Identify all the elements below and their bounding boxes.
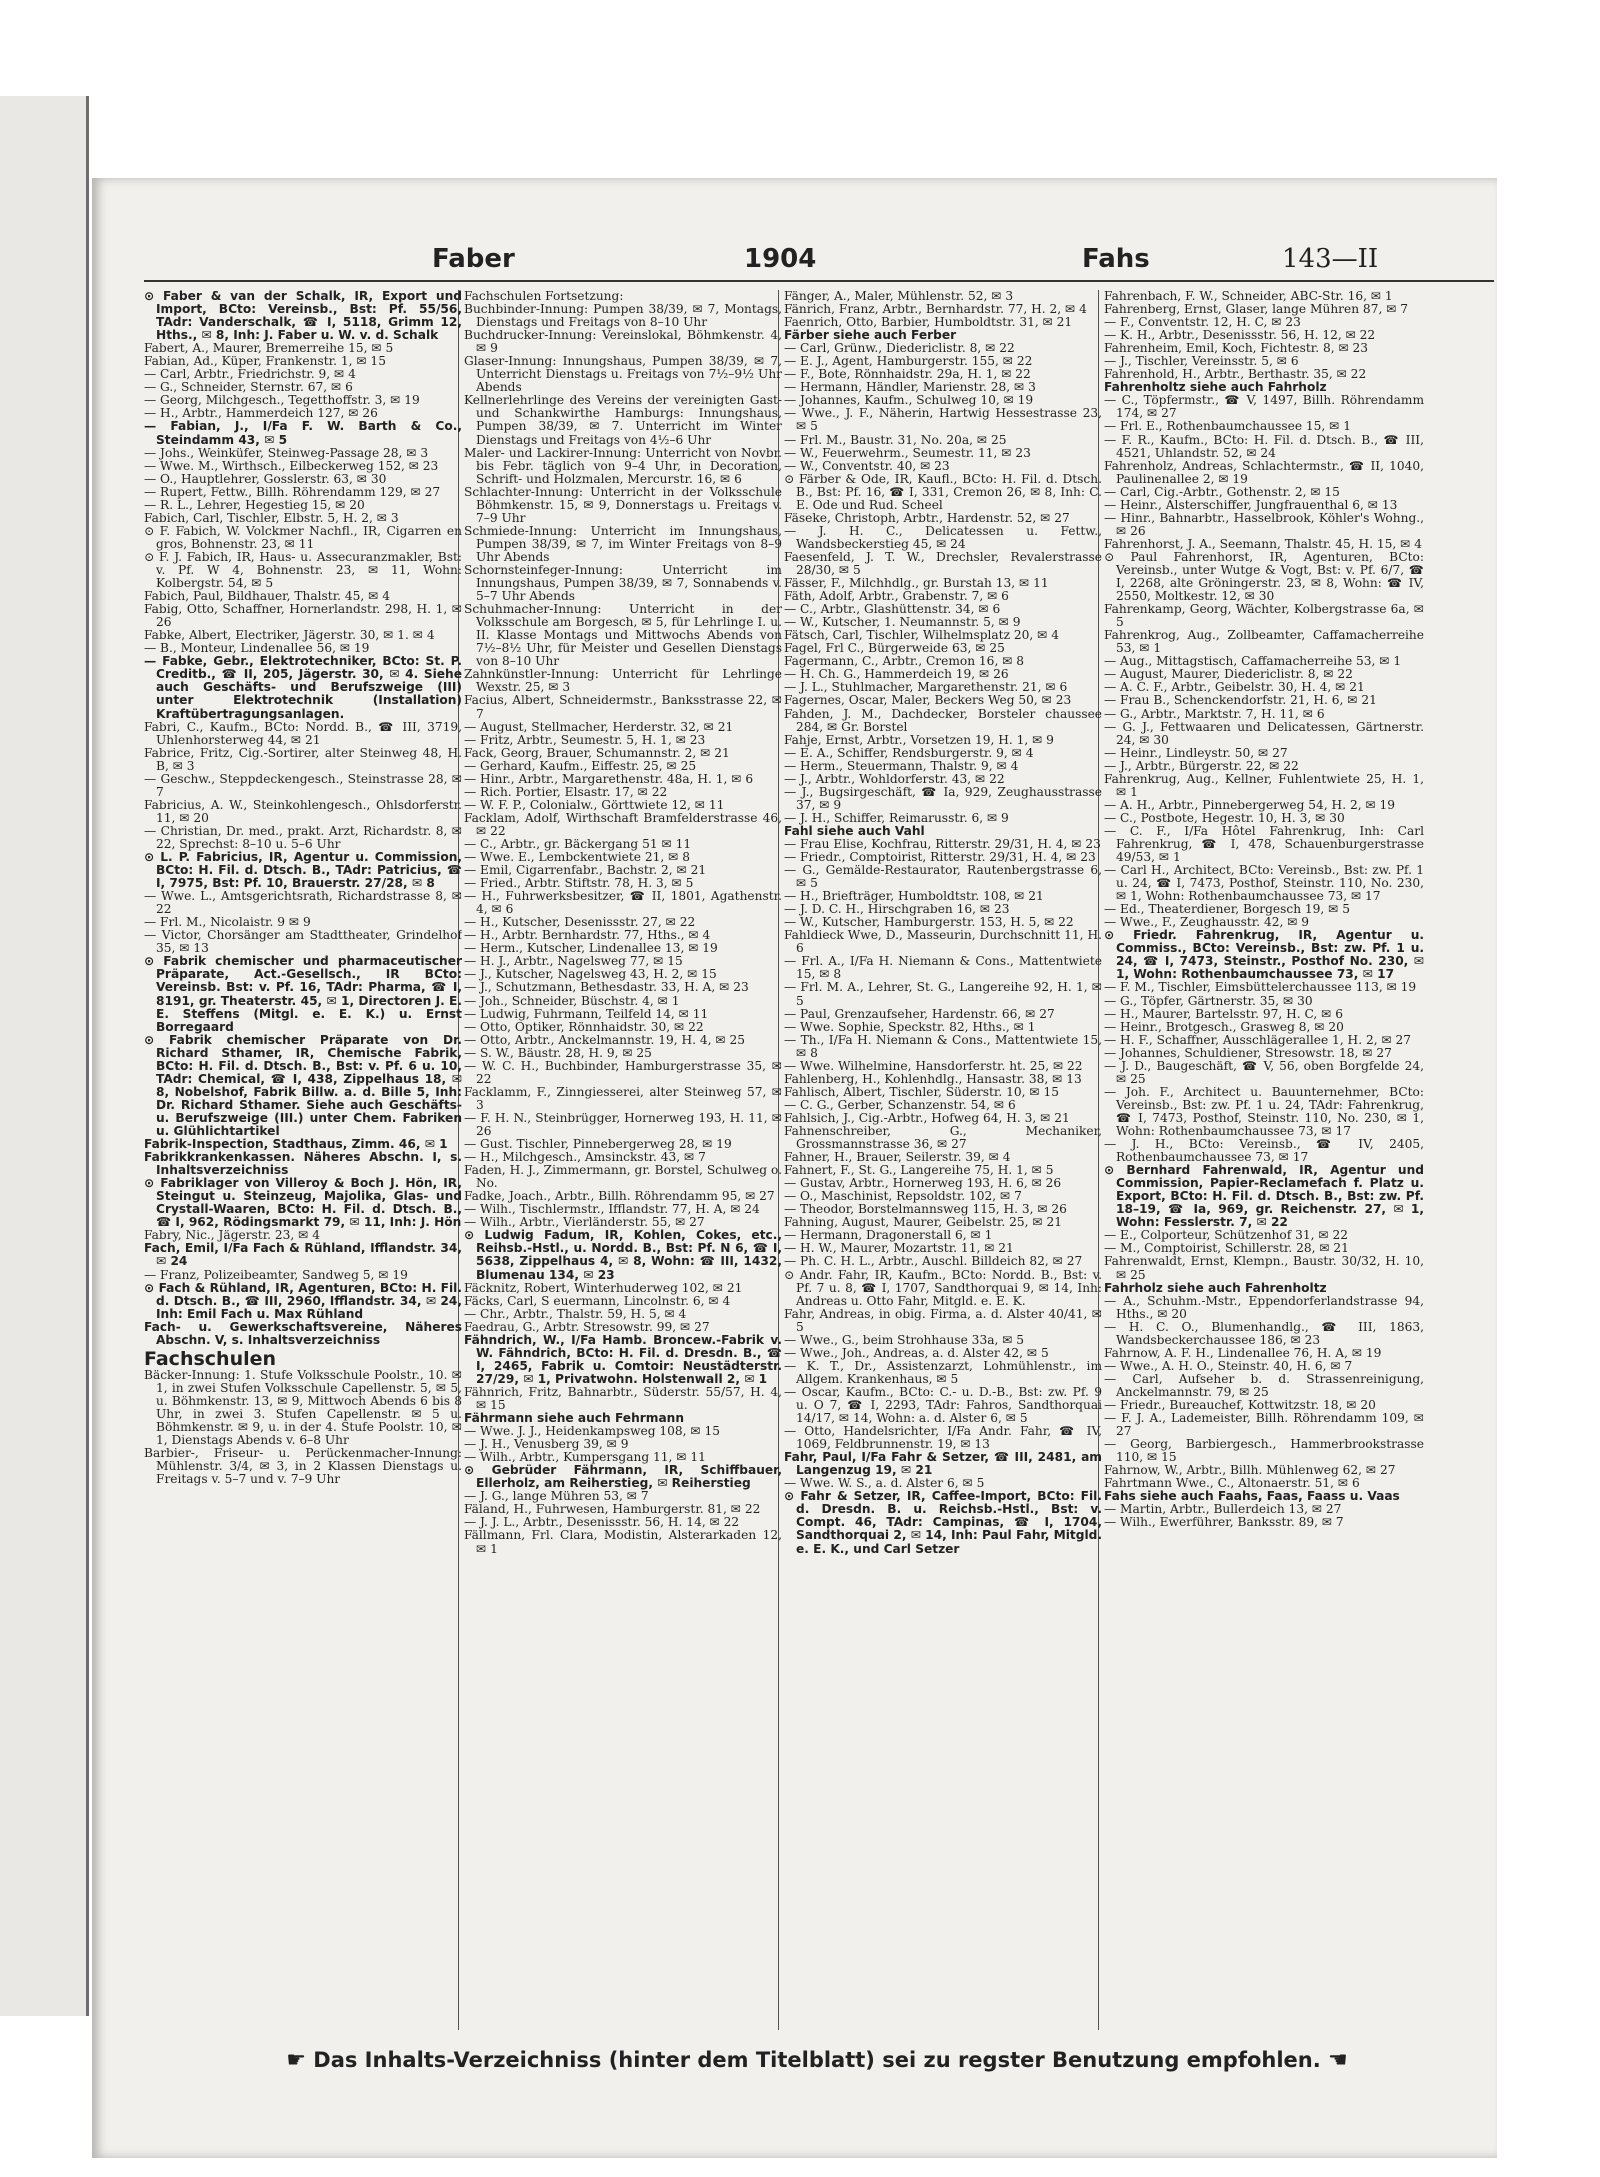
directory-entry: Fahden, J. M., Dachdecker, Borsteler chaussee 284, ✉ Gr. Borstel bbox=[784, 706, 1102, 734]
page-number: 143—II bbox=[1282, 244, 1379, 274]
directory-entry: — H., Briefträger, Humboldtstr. 108, ✉ 21 bbox=[784, 889, 1044, 904]
directory-entry: — C., Postbote, Hegestr. 10, H. 3, ✉ 30 bbox=[1104, 810, 1345, 825]
directory-entry: — August, Maurer, Diedericlistr. 8, ✉ 22 bbox=[1104, 667, 1353, 682]
directory-entry: — Frl. A., I/Fa H. Niemann & Cons., Mattentwiete 15, ✉ 8 bbox=[784, 954, 1102, 982]
directory-entry: Schornsteinfeger-Innung: Unterricht im Innungshaus, Pumpen 38/39, ✉ 7, Sonnabends v. 5–7 Uhr Abends bbox=[464, 562, 782, 604]
column-1 bbox=[144, 290, 462, 2035]
directory-entry: — Frau B., Schenckendorfstr. 21, H. 6, ✉ 21 bbox=[1104, 693, 1377, 708]
directory-entry: — Heinr., Alsterschiffer, Jungfrauenthal 6, ✉ 13 bbox=[1104, 497, 1398, 512]
directory-page bbox=[92, 178, 1497, 2158]
directory-entry: — H. Ch. G., Hammerdeich 19, ✉ 26 bbox=[784, 667, 1009, 682]
directory-entry: — Wwe. M., Wirthsch., Eilbeckerweg 152, ✉ 23 bbox=[144, 458, 439, 473]
directory-entry: — Johannes, Kaufm., Schulweg 10, ✉ 19 bbox=[784, 393, 1034, 408]
directory-entry: Fahnenschreiber, G., Mechaniker, Grossmannstrasse 36, ✉ 27 bbox=[784, 1124, 1102, 1152]
directory-entry: Faenrich, Otto, Barbier, Humboldtstr. 31, ✉ 21 bbox=[784, 315, 1073, 330]
directory-entry: — Johannes, Schuldiener, Stresowstr. 18, ✉ 27 bbox=[1104, 1045, 1392, 1060]
directory-entry: — C., Töpfermstr., ☎ V, 1497, Billh. Röhrendamm 174, ✉ 27 bbox=[1104, 393, 1424, 421]
directory-entry: Fach, Emil, I/Fa Fach & Rühland, Ifflandstr. 34, ✉ 24 bbox=[144, 1241, 462, 1269]
directory-entry: Buchdrucker-Innung: Vereinslokal, Böhmkenstr. 4, ✉ 9 bbox=[464, 328, 782, 356]
directory-entry: — Carl H., Architect, BCto: Vereinsb., Bst: zw. Pf. 1 u. 24, ☎ I, 7473, Posthof, Steinstr. 110, No. 230, ✉ 1, Wohn: Rothenbaumchaussee 73, ✉ 17 bbox=[1104, 863, 1424, 904]
directory-entry: Färber siehe auch Ferber bbox=[784, 328, 957, 343]
directory-entry: — C. G., Gerber, Schanzenstr. 54, ✉ 6 bbox=[784, 1097, 1016, 1112]
directory-entry: Fahrenhold, H., Arbtr., Berthastr. 35, ✉ 22 bbox=[1104, 367, 1367, 382]
directory-entry: Fabrice, Fritz, Cig.-Sortirer, alter Steinweg 48, H. B, ✉ 3 bbox=[144, 745, 462, 773]
directory-entry: Facius, Albert, Schneidermstr., Banksstrasse 22, ✉ 7 bbox=[464, 693, 782, 721]
directory-entry: — Paul, Grenzaufseher, Hardenstr. 66, ✉ 27 bbox=[784, 1006, 1055, 1021]
directory-entry: Maler- und Lackirer-Innung: Unterricht von Novbr. bis Febr. täglich von 9–4 Uhr, in Decoration, Schrift- und Holzmalen, Mercurstr. 16, ✉ 6 bbox=[464, 445, 782, 486]
directory-entry: — E. A., Schiffer, Rendsburgerstr. 9, ✉ 4 bbox=[784, 745, 1034, 760]
directory-entry: — S. W., Bäustr. 28, H. 9, ✉ 25 bbox=[464, 1045, 652, 1060]
directory-entry: — J., Bugsirgeschäft, ☎ Ia, 929, Zeughausstrasse 37, ✉ 9 bbox=[784, 784, 1102, 812]
directory-entry: Fällmann, Frl. Clara, Modistin, Alsterarkaden 12, ✉ 1 bbox=[464, 1528, 782, 1556]
directory-entry: ⊙ Andr. Fahr, IR, Kaufm., BCto: Nordd. B., Bst: v. Pf. 7 u. 8, ☎ I, 1707, Sandthorquai 9, ✉ 14, Inh: Andreas u. Otto Fahr, Mitgld. e. E. K. bbox=[784, 1267, 1102, 1308]
directory-entry: — F. H. N., Steinbrügger, Hornerweg 193, H. 11, ✉ 26 bbox=[464, 1110, 782, 1138]
directory-entry: Fähndrich, W., I/Fa Hamb. Broncew.-Fabrik v. W. Fähndrich, BCto: H. Fil. d. Dresdn. B., ☎ I, 2465, Fabrik u. Comtoir: Neustädterstr. 27/29, ✉ 1, Privatwohn. Holstenwall 2, ✉ 1 bbox=[464, 1332, 782, 1386]
directory-entry: — Wwe. Sophie, Speckstr. 82, Hths., ✉ 1 bbox=[784, 1019, 1036, 1034]
directory-entry: Fäcknitz, Robert, Winterhuderweg 102, ✉ 21 bbox=[464, 1280, 743, 1295]
directory-entry: — J., Tischler, Vereinsstr. 5, ✉ 6 bbox=[1104, 354, 1299, 369]
directory-entry: — Wilh., Ewerführer, Banksstr. 89, ✉ 7 bbox=[1104, 1515, 1344, 1530]
directory-entry: Bäcker-Innung: 1. Stufe Volksschule Poolstr., 10. ✉ 1, in zwei Stufen Volksschule Capellenstr. 5, ✉ 5, u. Böhmkenstr. 13, ✉ 9, Mittwoch Abends 6 bis 8 Uhr, in zwei 3. Stufen Capellenstr. ✉ 5 u. Böhmkenstr. ✉ 9, u. in der 4. Stufe Poolstr. 10, ✉ 1, Dienstags Abends v. 6–8 Uhr bbox=[144, 1367, 462, 1448]
directory-entry: — J., Kutscher, Nagelsweg 43, H. 2, ✉ 15 bbox=[464, 967, 717, 982]
directory-entry: — C., Arbtr., gr. Bäckergang 51 ✉ 11 bbox=[464, 836, 692, 851]
directory-entry: — Herm., Steuermann, Thalstr. 9, ✉ 4 bbox=[784, 758, 1019, 773]
directory-entry: — J., Schutzmann, Bethesdastr. 33, H. A, ✉ 23 bbox=[464, 980, 749, 995]
directory-entry: — W. C. H., Buchbinder, Hamburgerstrasse 35, ✉ 22 bbox=[464, 1058, 782, 1086]
directory-entry: — Hinr., Arbtr., Margarethenstr. 48a, H. 1, ✉ 6 bbox=[464, 771, 754, 786]
directory-entry: — J. H., BCto: Vereinsb., ☎ IV, 2405, Rothenbaumchaussee 73, ✉ 17 bbox=[1104, 1137, 1424, 1165]
directory-entry: — Wwe., G., beim Strohhause 33a, ✉ 5 bbox=[784, 1332, 1025, 1347]
directory-entry: — Wwe., A. H. O., Steinstr. 40, H. 6, ✉ 7 bbox=[1104, 1358, 1353, 1373]
directory-entry: — A., Schuhm.-Mstr., Eppendorferlandstrasse 94, Hths., ✉ 20 bbox=[1104, 1293, 1424, 1321]
directory-entry: — Fabian, J., I/Fa F. W. Barth & Co., Steindamm 43, ✉ 5 bbox=[144, 419, 462, 447]
directory-entry: — Frl. M., Nicolaistr. 9 ✉ 9 bbox=[144, 915, 311, 930]
directory-entry: Fahnert, F., St. G., Langereihe 75, H. 1, ✉ 5 bbox=[784, 1163, 1054, 1178]
directory-entry: — Emil, Cigarrenfabr., Bachstr. 2, ✉ 21 bbox=[464, 863, 707, 878]
directory-entry: — Chr., Arbtr., Thalstr. 59, H. 5, ✉ 4 bbox=[464, 1306, 687, 1321]
directory-entry: ⊙ Färber & Ode, IR, Kaufl., BCto: H. Fil. d. Dtsch. B., Bst: Pf. 16, ☎ I, 331, Cremon 26, ✉ 8, Inh: C. E. Ode und Rud. Scheel bbox=[784, 471, 1102, 512]
directory-entry: — Hermann, Händler, Marienstr. 28, ✉ 3 bbox=[784, 380, 1036, 395]
directory-entry: Buchbinder-Innung: Pumpen 38/39, ✉ 7, Montags, Dienstags und Freitags von 8–10 Uhr bbox=[464, 302, 782, 330]
directory-entry: — Martin, Arbtr., Bullerdeich 13, ✉ 27 bbox=[1104, 1502, 1342, 1517]
directory-entry: — Hinr., Bahnarbtr., Hasselbrook, Köhler's Wohng., ✉ 26 bbox=[1104, 510, 1424, 538]
directory-entry: Faden, H. J., Zimmermann, gr. Borstel, Schulweg o. No. bbox=[464, 1163, 782, 1191]
directory-entry: — Wwe. J. J., Heidenkampsweg 108, ✉ 15 bbox=[464, 1424, 721, 1439]
directory-entry: — F. J. A., Lademeister, Billh. Röhrendamm 109, ✉ 27 bbox=[1104, 1411, 1424, 1439]
directory-entry: Fährmann siehe auch Fehrmann bbox=[464, 1411, 685, 1426]
directory-entry: — Georg, Barbiergesch., Hammerbrookstrasse 110, ✉ 15 bbox=[1104, 1437, 1424, 1465]
directory-entry: — Otto, Arbtr., Anckelmannstr. 19, H. 4, ✉ 25 bbox=[464, 1032, 745, 1047]
directory-entry: — Carl, Grünw., Diedericlistr. 8, ✉ 22 bbox=[784, 341, 1015, 356]
directory-entry: — G., Schneider, Sternstr. 67, ✉ 6 bbox=[144, 380, 353, 395]
directory-entry: Fahrnow, W., Arbtr., Billh. Mühlenweg 62, ✉ 27 bbox=[1104, 1463, 1396, 1478]
directory-entry: Fagel, Frl C., Bürgerweide 63, ✉ 25 bbox=[784, 641, 1005, 656]
directory-entry: Fänger, A., Maler, Mühlenstr. 52, ✉ 3 bbox=[784, 290, 1014, 303]
directory-entry: — E., Colporteur, Schützenhof 31, ✉ 22 bbox=[1104, 1228, 1348, 1243]
directory-entry: Fagernes, Oscar, Maler, Beckers Weg 50, ✉ 23 bbox=[784, 693, 1072, 708]
directory-entry: Fabry, Nic., Jägerstr. 23, ✉ 4 bbox=[144, 1228, 321, 1243]
directory-entry: — Frl. E., Rothenbaumchaussee 15, ✉ 1 bbox=[1104, 419, 1351, 434]
directory-entry: — J. J. L., Arbtr., Desenissstr. 56, H. 14, ✉ 22 bbox=[464, 1515, 740, 1530]
directory-entry: — Oscar, Kaufm., BCto: C.- u. D.-B., Bst: zw. Pf. 9 u. O 7, ☎ I, 2293, TAdr: Fahros, Sandthorquai 14/17, ✉ 14, Wohn: a. d. Alster 6, ✉ 5 bbox=[784, 1384, 1102, 1426]
directory-entry: — Fritz, Arbtr., Seumestr. 5, H. 1, ✉ 23 bbox=[464, 732, 706, 747]
directory-entry: Fahrenholz, Andreas, Schlachtermstr., ☎ II, 1040, Paulinenallee 2, ✉ 19 bbox=[1104, 458, 1424, 486]
directory-entry: — Hermann, Dragonerstall 6, ✉ 1 bbox=[784, 1228, 993, 1243]
directory-entry: — Wwe., Joh., Andreas, a. d. Alster 42, ✉ 5 bbox=[784, 1345, 1049, 1360]
directory-entry: Fahrenkamp, Georg, Wächter, Kolbergstrasse 6a, ✉ 5 bbox=[1104, 602, 1424, 630]
directory-entry: — Wilh., Tischlermstr., Ifflandstr. 77, H. A, ✉ 24 bbox=[464, 1202, 760, 1217]
directory-entry: — Johs., Weinküfer, Steinweg-Passage 28, ✉ 3 bbox=[144, 445, 429, 460]
directory-entry: Fahrenkrog, Aug., Zollbeamter, Caffamacherreihe 53, ✉ 1 bbox=[1104, 628, 1424, 656]
directory-entry: — Friedr., Bureauchef, Kottwitzstr. 18, ✉ 20 bbox=[1104, 1397, 1376, 1412]
directory-entry: — J., Arbtr., Wohldorferstr. 43, ✉ 22 bbox=[784, 771, 1005, 786]
directory-entry: — Otto, Optiker, Rönnhaidstr. 30, ✉ 22 bbox=[464, 1019, 704, 1034]
header-left-keyword: Faber bbox=[432, 244, 515, 274]
directory-entry: Fabich, Paul, Bildhauer, Thalstr. 45, ✉ 4 bbox=[144, 589, 391, 604]
directory-entry: — Joh. F., Architect u. Bauunternehmer, BCto: Vereinsb., Bst: zw. Pf. 1 u. 24, TAdr: Fahrenkrug, ☎ I, 7473, Posthof, Steinstr. 110, No. 230, ✉ 1, Wohn: Rothenbaumchaussee 73, ✉ 17 bbox=[1104, 1084, 1424, 1138]
directory-entry: — Wwe., J. F., Näherin, Hartwig Hessestrasse 23, ✉ 5 bbox=[784, 406, 1102, 434]
directory-entry: — Christian, Dr. med., prakt. Arzt, Richardstr. 8, ✉ 22, Sprechst: 8–10 u. 5–6 Uhr bbox=[144, 823, 462, 851]
directory-entry: — Heinr., Lindleystr. 50, ✉ 27 bbox=[1104, 745, 1288, 760]
directory-entry: ⊙ L. P. Fabricius, IR, Agentur u. Commission, BCto: H. Fil. d. Dtsch. B., TAdr: Patricius, ☎ I, 7975, Bst: Pf. 10, Brauerstr. 27/28, ✉ 8 bbox=[144, 850, 462, 891]
directory-entry: — Frl. M., Baustr. 31, No. 20a, ✉ 25 bbox=[784, 432, 1007, 447]
directory-entry: — Fried., Arbtr. Stiftstr. 78, H. 3, ✉ 5 bbox=[464, 876, 694, 891]
directory-entry: Faedrau, G., Arbtr. Stresowstr. 99, ✉ 27 bbox=[464, 1319, 710, 1334]
directory-entry: ⊙ Bernhard Fahrenwald, IR, Agentur und Commission, Papier-Reclamefach f. Platz u. Export, BCto: H. Fil. d. Dtsch. B., Bst: zw. Pf. 18–19, ☎ Ia, 969, gr. Reichenstr. 27, ✉ 1, Wohn: Fesslerstr. 7, ✉ 22 bbox=[1104, 1163, 1424, 1230]
directory-entry: ⊙ Fabriklager von Villeroy & Boch J. Hön, IR, Steingut u. Steinzeug, Majolika, Glas- und Crystall-Waaren, BCto: H. Fil. d. Dtsch. B., ☎ I, 962, Rödingsmarkt 79, ✉ 11, Inh: J. Hön bbox=[144, 1176, 462, 1230]
header-rule bbox=[144, 280, 1494, 282]
directory-entry: — G., Arbtr., Marktstr. 7, H. 11, ✉ 6 bbox=[1104, 706, 1325, 721]
directory-entry: Fabert, A., Maurer, Bremerreihe 15, ✉ 5 bbox=[144, 341, 394, 356]
directory-entry: Fabri, C., Kaufm., BCto: Nordd. B., ☎ III, 3719, Uhlenhorsterweg 44, ✉ 21 bbox=[144, 719, 462, 747]
directory-entry: — H., Fuhrwerksbesitzer, ☎ II, 1801, Agathenstr. 4, ✉ 6 bbox=[464, 889, 782, 917]
directory-entry: ⊙ Friedr. Fahrenkrug, IR, Agentur u. Commiss., BCto: Vereinsb., Bst: zw. Pf. 1 u. 24, ☎ I, 7473, Steinstr., Posthof No. 230, ✉ 1, Wohn: Rothenbaumchaussee 73, ✉ 17 bbox=[1104, 928, 1424, 982]
directory-entry: Fahlenberg, H., Kohlenhdlg., Hansastr. 38, ✉ 13 bbox=[784, 1071, 1082, 1086]
directory-entry: — Victor, Chorsänger am Stadttheater, Grindelhof 35, ✉ 13 bbox=[144, 928, 462, 956]
directory-entry: — Th., I/Fa H. Niemann & Cons., Mattentwiete 15, ✉ 8 bbox=[784, 1032, 1102, 1060]
directory-entry: — Gustav, Arbtr., Hornerweg 193, H. 6, ✉ 26 bbox=[784, 1176, 1062, 1191]
directory-entry: — F., Bote, Rönnhaidstr. 29a, H. 1, ✉ 22 bbox=[784, 367, 1031, 382]
directory-entry: — F., Conventstr. 12, H. C, ✉ 23 bbox=[1104, 315, 1301, 330]
directory-entry: — C. F., I/Fa Hôtel Fahrenkrug, Inh: Carl Fahrenkrug, ☎ I, 478, Schauenburgerstrasse 49/53, ✉ 1 bbox=[1104, 823, 1424, 865]
directory-entry: — Geschw., Steppdeckengesch., Steinstrasse 28, ✉ 7 bbox=[144, 771, 462, 799]
directory-entry: Fahrenholtz siehe auch Fahrholz bbox=[1104, 380, 1327, 395]
section-heading: Fachschulen bbox=[144, 1347, 277, 1370]
directory-entry: — Wilh., Arbtr., Vierländerstr. 55, ✉ 27 bbox=[464, 1215, 705, 1230]
directory-entry: Fahlsich, J., Cig.-Arbtr., Hofweg 64, H. 3, ✉ 21 bbox=[784, 1110, 1070, 1125]
directory-entry: — J. D., Baugeschäft, ☎ V, 56, oben Borgfelde 24, ✉ 25 bbox=[1104, 1058, 1424, 1086]
header-right-keyword: Fahs bbox=[1082, 244, 1150, 274]
column-2 bbox=[464, 290, 782, 2035]
directory-entry: Fach- u. Gewerkschaftsvereine, Näheres Abschn. V, s. Inhaltsverzeichniss bbox=[144, 1319, 462, 1347]
directory-entry: ⊙ Faber & van der Schalk, IR, Export und Import, BCto: Vereinsb., Bst: Pf. 55/56, TAdr: Vanderschalk, ☎ I, 5118, Grimm 12, Hths., ✉ 8, Inh: J. Faber u. W. v. d. Schalk bbox=[144, 290, 462, 343]
directory-entry: — K. H., Arbtr., Desenissstr. 56, H. 12, ✉ 22 bbox=[1104, 328, 1376, 343]
directory-entry: — Rich. Portier, Elsastr. 17, ✉ 22 bbox=[464, 784, 668, 799]
directory-entry: — J. H. C., Delicatessen u. Fettw., Wandsbeckerstieg 45, ✉ 24 bbox=[784, 523, 1102, 551]
directory-entry: — H. C. O., Blumenhandlg., ☎ III, 1863, Wandsbeckerchaussee 186, ✉ 23 bbox=[1104, 1319, 1424, 1347]
directory-entry: — H. J., Arbtr., Nagelsweg 77, ✉ 15 bbox=[464, 954, 683, 969]
directory-entry: — Joh., Schneider, Büschstr. 4, ✉ 1 bbox=[464, 993, 680, 1008]
directory-entry: Fadke, Joach., Arbtr., Billh. Röhrendamm 95, ✉ 27 bbox=[464, 1189, 775, 1204]
directory-entry: Fahning, August, Maurer, Geibelstr. 25, ✉ 21 bbox=[784, 1215, 1062, 1230]
directory-entry: — W. F. P., Colonialw., Görttwiete 12, ✉ 11 bbox=[464, 797, 725, 812]
directory-entry: — J. H., Schiffer, Reimarusstr. 6, ✉ 9 bbox=[784, 810, 1009, 825]
directory-entry: Fabian, Ad., Küper, Frankenstr. 1, ✉ 15 bbox=[144, 354, 386, 369]
directory-entry: — B., Monteur, Lindenallee 56, ✉ 19 bbox=[144, 641, 370, 656]
directory-entry: Fahrholz siehe auch Fahrenholtz bbox=[1104, 1280, 1327, 1295]
directory-entry: Fahrnow, A. F. H., Lindenallee 76, H. A, ✉ 19 bbox=[1104, 1345, 1382, 1360]
directory-entry: — Theodor, Borstelmannsweg 115, H. 3, ✉ 26 bbox=[784, 1202, 1067, 1217]
directory-entry: — H., Arbtr., Hammerdeich 127, ✉ 26 bbox=[144, 406, 378, 421]
directory-entry: Fabig, Otto, Schaffner, Hornerlandstr. 298, H. 1, ✉ 26 bbox=[144, 602, 462, 630]
directory-entry: — Rupert, Fettw., Billh. Röhrendamm 129, ✉ 27 bbox=[144, 484, 441, 499]
directory-entry: Zahnkünstler-Innung: Unterricht für Lehrlinge Wexstr. 25, ✉ 3 bbox=[464, 667, 782, 695]
directory-entry: — Wwe. W. S., a. d. Alster 6, ✉ 5 bbox=[784, 1476, 985, 1491]
directory-entry: — Fabke, Gebr., Elektrotechniker, BCto: St. P. Creditb., ☎ II, 205, Jägerstr. 30, ✉ 4. Siehe auch Geschäfts- und Berufszweige (III) unter Elektrotechnik (Installation) Kraftübertragungsanlagen. bbox=[144, 654, 462, 721]
directory-entry: ⊙ Gebrüder Fährmann, IR, Schiffbauer, Ellerholz, am Reiherstieg, ✉ Reiherstieg bbox=[464, 1463, 782, 1491]
directory-entry: — A. H., Arbtr., Pinnebergerweg 54, H. 2, ✉ 19 bbox=[1104, 797, 1396, 812]
directory-entry: Fahrtmann Wwe., C., Altonaerstr. 51, ✉ 6 bbox=[1104, 1476, 1360, 1491]
directory-entry: — Gerhard, Kaufm., Eiffestr. 25, ✉ 25 bbox=[464, 758, 697, 773]
directory-entry: Fahr, Andreas, in obig. Firma, a. d. Alster 40/41, ✉ 5 bbox=[784, 1306, 1102, 1334]
directory-entry: — Otto, Handelsrichter, I/Fa Andr. Fahr, ☎ IV, 1069, Feldbrunnenstr. 19, ✉ 13 bbox=[784, 1424, 1102, 1452]
directory-entry: Fabke, Albert, Electriker, Jägerstr. 30, ✉ 1. ✉ 4 bbox=[144, 628, 435, 643]
directory-entry: Fähnrich, Fritz, Bahnarbtr., Süderstr. 55/57, H. 4, ✉ 15 bbox=[464, 1384, 782, 1412]
directory-entry: — G., Gemälde-Restaurator, Rautenbergstrasse 6, ✉ 5 bbox=[784, 863, 1102, 891]
directory-entry: Fachschulen Fortsetzung: bbox=[464, 290, 624, 303]
directory-entry: ⊙ Fabrik chemischer und pharmaceutischer Präparate, Act.-Gesellsch., IR BCto: Vereinsb. Bst: v. Pf. 16, TAdr: Pharma, ☎ I, 8191, gr. Theaterstr. 45, ✉ 1, Directoren J. E. E. Steffens (Mitgl. e. E. K.) u. Ernst Borregaard bbox=[144, 954, 462, 1034]
directory-entry: — G. J., Fettwaaren und Delicatessen, Gärtnerstr. 24, ✉ 30 bbox=[1104, 719, 1424, 747]
directory-entry: Fäth, Adolf, Arbtr., Grabenstr. 7, ✉ 6 bbox=[784, 589, 1009, 604]
directory-entry: Fänrich, Franz, Arbtr., Bernhardstr. 77, H. 2, ✉ 4 bbox=[784, 302, 1087, 317]
directory-entry: — Franz, Polizeibeamter, Sandweg 5, ✉ 19 bbox=[144, 1267, 408, 1282]
pointing-hand-icon: ☚ bbox=[1328, 2048, 1348, 2073]
directory-entry: — H., Milchgesch., Amsinckstr. 43, ✉ 7 bbox=[464, 1150, 706, 1165]
directory-entry: — H., Arbtr. Bernhardstr. 77, Hths., ✉ 4 bbox=[464, 928, 711, 943]
directory-entry: ⊙ F. J. Fabich, IR, Haus- u. Assecuranzmakler, Bst: v. Pf. W 4, Bohnenstr. 23, ✉ 11, Wohn: Kolbergstr. 54, ✉ 5 bbox=[144, 549, 462, 591]
directory-entry: — J. H., Venusberg 39, ✉ 9 bbox=[464, 1437, 629, 1452]
directory-entry: Kellnerlehrlinge des Vereins der vereinigten Gast- und Schankwirthe Hamburgs: Innungshaus, Pumpen 38/39, ✉ 7. Unterricht im Winter Dienstags und Freitags von 4½–6 Uhr bbox=[464, 393, 782, 447]
directory-entry: — W., Feuerwehrm., Seumestr. 11, ✉ 23 bbox=[784, 445, 1031, 460]
footer-notice bbox=[242, 2048, 1392, 2073]
directory-entry: — Heinr., Brotgesch., Grasweg 8, ✉ 20 bbox=[1104, 1019, 1344, 1034]
directory-entry: — F. M., Tischler, Eimsbüttelerchaussee 113, ✉ 19 bbox=[1104, 980, 1417, 995]
directory-entry: ⊙ Paul Fahrenhorst, IR, Agenturen, BCto: Vereinsb., unter Wutge & Vogt, Bst: v. Pf. 6/7, ☎ I, 2268, alte Gröningerstr. 23, ✉ 8, Wohn: ☎ IV, 2550, Moltkestr. 12, ✉ 30 bbox=[1104, 549, 1424, 604]
directory-entry: Fässer, F., Milchhdlg., gr. Burstah 13, ✉ 11 bbox=[784, 576, 1049, 591]
directory-entry: — Friedr., Comptoirist, Ritterstr. 29/31, H. 4, ✉ 23 bbox=[784, 850, 1096, 865]
directory-entry: — W., Conventstr. 40, ✉ 23 bbox=[784, 458, 950, 473]
directory-entry: — J. D. C. H., Hirschgraben 16, ✉ 23 bbox=[784, 902, 1010, 917]
directory-entry: Fahner, H., Brauer, Seilerstr. 39, ✉ 4 bbox=[784, 1150, 1011, 1165]
directory-entry: — E. J., Agent, Hamburgerstr. 155, ✉ 22 bbox=[784, 354, 1033, 369]
directory-entry: Fahrenwaldt, Ernst, Klempn., Baustr. 30/32, H. 10, ✉ 25 bbox=[1104, 1254, 1424, 1282]
directory-entry: — C., Arbtr., Glashüttenstr. 34, ✉ 6 bbox=[784, 602, 1001, 617]
directory-entry: Fahrenkrug, Aug., Kellner, Fuhlentwiete 25, H. 1, ✉ 1 bbox=[1104, 771, 1424, 799]
directory-entry: — J. G., lange Mühren 53, ✉ 7 bbox=[464, 1489, 649, 1504]
directory-entry: Glaser-Innung: Innungshaus, Pumpen 38/39, ✉ 7, Unterricht Dienstags u. Freitags von 7½–9½ Uhr Abends bbox=[464, 354, 782, 395]
directory-entry: — H. F., Schaffner, Ausschlägerallee 1, H. 2, ✉ 27 bbox=[1104, 1032, 1412, 1047]
directory-entry: — Frl. M. A., Lehrer, St. G., Langereihe 92, H. 1, ✉ 5 bbox=[784, 980, 1102, 1008]
directory-entry: Fahr, Paul, I/Fa Fahr & Setzer, ☎ III, 2481, am Langenzug 19, ✉ 21 bbox=[784, 1450, 1102, 1478]
directory-entry: Schlachter-Innung: Unterricht in der Volksschule Böhmkenstr. 15, ✉ 9, Donnerstags u. Freitags v. 7–9 Uhr bbox=[464, 484, 782, 525]
directory-entry: — H., Kutscher, Desenissstr. 27, ✉ 22 bbox=[464, 915, 696, 930]
directory-entry: — Wwe., F., Zeughausstr. 42, ✉ 9 bbox=[1104, 915, 1310, 930]
directory-entry: — W., Kutscher, 1. Neumannstr. 5, ✉ 9 bbox=[784, 615, 1021, 630]
directory-entry: ⊙ Fahr & Setzer, IR, Caffee-Import, BCto: Fil. d. Dresdn. B. u. Reichsb.-Hstl., Bst: v. Compt. 46, TAdr: Campinas, ☎ I, 1704, Sandthorquai 2, ✉ 14, Inh: Paul Fahr, Mitgld. e. E. K., und Carl Setzer bbox=[784, 1489, 1102, 1556]
directory-entry: — F. R., Kaufm., BCto: H. Fil. d. Dtsch. B., ☎ III, 4521, Uhlandstr. 52, ✉ 24 bbox=[1104, 432, 1424, 460]
directory-entry: — Carl, Cig.-Arbtr., Gothenstr. 2, ✉ 15 bbox=[1104, 484, 1340, 499]
directory-entry: Fabricius, A. W., Steinkohlengesch., Ohlsdorferstr. 11, ✉ 20 bbox=[144, 797, 462, 825]
directory-entry: Fätsch, Carl, Tischler, Wilhelmsplatz 20, ✉ 4 bbox=[784, 628, 1059, 643]
directory-entry: Fabich, Carl, Tischler, Elbstr. 5, H. 2, ✉ 3 bbox=[144, 510, 399, 525]
directory-entry: ⊙ F. Fabich, W. Volckmer Nachfl., IR, Cigarren en gros, Bohnenstr. 23, ✉ 11 bbox=[144, 523, 462, 551]
directory-entry: — A. C. F., Arbtr., Geibelstr. 30, H. 4, ✉ 21 bbox=[1104, 680, 1365, 695]
directory-entry: Fäcks, Carl, S euermann, Lincolnstr. 6, ✉ 4 bbox=[464, 1293, 731, 1308]
directory-entry: Fahje, Ernst, Arbtr., Vorsetzen 19, H. 1, ✉ 9 bbox=[784, 732, 1054, 747]
column-4 bbox=[1104, 290, 1424, 2035]
directory-entry: — Wilh., Arbtr., Kumpersgang 11, ✉ 11 bbox=[464, 1450, 706, 1465]
directory-entry: Fäseke, Christoph, Arbtr., Hardenstr. 52, ✉ 27 bbox=[784, 510, 1070, 525]
directory-entry: — Herm., Kutscher, Lindenallee 13, ✉ 19 bbox=[464, 941, 718, 956]
directory-entry: — Ph. C. H. L., Arbtr., Auschl. Billdeich 82, ✉ 27 bbox=[784, 1254, 1083, 1269]
directory-entry: — Ed., Theaterdiener, Borgesch 19, ✉ 5 bbox=[1104, 902, 1351, 917]
directory-entry: Fahs siehe auch Faahs, Faas, Faass u. Vaas bbox=[1104, 1489, 1400, 1504]
footer-text: Das Inhalts-Verzeichniss (hinter dem Titelblatt) sei zu regster Benutzung empfohlen. bbox=[313, 2048, 1321, 2072]
directory-entry: Fabrikkrankenkassen. Näheres Abschn. I, s. Inhaltsverzeichniss bbox=[144, 1150, 462, 1178]
directory-entry: ⊙ Fabrik chemischer Präparate von Dr. Richard Sthamer, IR, Chemische Fabrik, BCto: H. Fil. d. Dtsch. B., Bst: v. Pf. 6 u. 10, TAdr: Chemical, ☎ I, 438, Zippelhaus 18, ✉ 8, Nobelshof, Fabrik Billw. a. d. Bille 5, Inh: Dr. Richard Sthamer. Siehe auch Geschäfts- u. Berufszweige (III.) unter Chem. Fabriken u. Glühlichtartikel bbox=[144, 1032, 462, 1138]
directory-entry: Fahlisch, Albert, Tischler, Süderstr. 10, ✉ 15 bbox=[784, 1084, 1059, 1099]
header-year: 1904 bbox=[744, 244, 817, 274]
directory-entry: — O., Maschinist, Repsoldstr. 102, ✉ 7 bbox=[784, 1189, 1022, 1204]
directory-entry: — Georg, Milchgesch., Tegetthoffstr. 3, ✉ 19 bbox=[144, 393, 420, 408]
directory-entry: Fäland, H., Fuhrwesen, Hamburgerstr. 81, ✉ 22 bbox=[464, 1502, 761, 1517]
directory-entry: Fahl siehe auch Vahl bbox=[784, 823, 925, 838]
pointing-hand-icon: ☛ bbox=[286, 2048, 306, 2073]
directory-entry: — Wwe. E., Lembckentwiete 21, ✉ 8 bbox=[464, 850, 690, 865]
directory-entry: — R. L., Lehrer, Hegestieg 15, ✉ 20 bbox=[144, 497, 365, 512]
directory-entry: ⊙ Fach & Rühland, IR, Agenturen, BCto: H. Fil. d. Dtsch. B., ☎ III, 2960, Ifflandstr. 34, ✉ 24, Inh: Emil Fach u. Max Rühland bbox=[144, 1280, 462, 1321]
directory-entry: Facklamm, F., Zinngiesserei, alter Steinweg 57, ✉ 3 bbox=[464, 1084, 782, 1112]
directory-entry: — Wwe. Wilhelmine, Hansdorferstr. ht. 25, ✉ 22 bbox=[784, 1058, 1083, 1073]
directory-entry: — K. T., Dr., Assistenzarzt, Lohmühlenstr., im Allgem. Krankenhaus, ✉ 5 bbox=[784, 1358, 1102, 1386]
directory-entry: Facklam, Adolf, Wirthschaft Bramfelderstrasse 46, ✉ 22 bbox=[464, 810, 782, 838]
directory-entry: Fahrenhorst, J. A., Seemann, Thalstr. 45, H. 15, ✉ 4 bbox=[1104, 536, 1422, 551]
directory-entry: — G., Töpfer, Gärtnerstr. 35, ✉ 30 bbox=[1104, 993, 1313, 1008]
directory-entry: — M., Comptoirist, Schillerstr. 28, ✉ 21 bbox=[1104, 1241, 1349, 1256]
directory-entry: — August, Stellmacher, Herderstr. 32, ✉ 21 bbox=[464, 719, 734, 734]
directory-entry: — Frau Elise, Kochfrau, Ritterstr. 29/31, H. 4, ✉ 23 bbox=[784, 836, 1101, 851]
directory-entry: Fahldieck Wwe, D., Masseurin, Durchschnitt 11, H. 6 bbox=[784, 928, 1102, 956]
directory-entry: — J., Arbtr., Bürgerstr. 22, ✉ 22 bbox=[1104, 758, 1299, 773]
directory-entry: Fahrenberg, Ernst, Glaser, lange Mühren 87, ✉ 7 bbox=[1104, 302, 1409, 317]
directory-entry: — Aug., Mittagstisch, Caffamacherreihe 53, ✉ 1 bbox=[1104, 654, 1402, 669]
column-3 bbox=[784, 290, 1102, 2035]
directory-entry: — Carl, Aufseher b. d. Strassenreinigung, Anckelmannstr. 79, ✉ 25 bbox=[1104, 1371, 1424, 1399]
directory-entry: — Wwe. L., Amtsgerichtsrath, Richardstrasse 8, ✉ 22 bbox=[144, 889, 462, 917]
directory-entry: Schuhmacher-Innung: Unterricht in der Volksschule am Borgesch, ✉ 5, für Lehrlinge I. u. II. Klasse Montags und Mittwochs Abends von 7½–8½ Uhr, für Meister und Gesellen Dienstags von 8–10 Uhr bbox=[464, 602, 782, 669]
directory-entry: Fahrenbach, F. W., Schneider, ABC-Str. 16, ✉ 1 bbox=[1104, 290, 1393, 303]
directory-entry: Fack, Georg, Brauer, Schumannstr. 2, ✉ 21 bbox=[464, 745, 730, 760]
directory-entry: Fabrik-Inspection, Stadthaus, Zimm. 46, ✉ 1 bbox=[144, 1137, 448, 1152]
directory-entry: Faesenfeld, J. T. W., Drechsler, Revalerstrasse 28/30, ✉ 5 bbox=[784, 549, 1102, 577]
directory-entry: — Ludwig, Fuhrmann, Teilfeld 14, ✉ 11 bbox=[464, 1006, 709, 1021]
directory-entry: — J. L., Stuhlmacher, Margarethenstr. 21, ✉ 6 bbox=[784, 680, 1068, 695]
directory-entry: — W., Kutscher, Hamburgerstr. 153, H. 5, ✉ 22 bbox=[784, 915, 1074, 930]
directory-entry: — H., Maurer, Bartelsstr. 97, H. C, ✉ 6 bbox=[1104, 1006, 1343, 1021]
directory-entry: Fahrenheim, Emil, Koch, Fichtestr. 8, ✉ 23 bbox=[1104, 341, 1369, 356]
directory-entry: — Gust. Tischler, Pinnebergerweg 28, ✉ 19 bbox=[464, 1137, 732, 1152]
directory-entry: — H. W., Maurer, Mozartstr. 11, ✉ 21 bbox=[784, 1241, 1014, 1256]
directory-entry: Schmiede-Innung: Unterricht im Innungshaus, Pumpen 38/39, ✉ 7, im Winter Freitags von 8–9 Uhr Abends bbox=[464, 523, 782, 564]
previous-page-edge bbox=[0, 96, 89, 2016]
directory-entry: Barbier-, Friseur- u. Perückenmacher-Innung: Mühlenstr. 3/4, ✉ 3, in 2 Klassen Dienstags u. Freitags v. 5–7 und v. 7–9 Uhr bbox=[144, 1446, 462, 1487]
directory-entry: ⊙ Ludwig Fadum, IR, Kohlen, Cokes, etc., Reihsb.-Hstl., u. Nordd. B., Bst: Pf. N 6, ☎ I, 5638, Zippelhaus 4, ✉ 8, Wohn: ☎ III, 1432, Blumenau 134, ✉ 23 bbox=[464, 1228, 782, 1282]
directory-entry: — Carl, Arbtr., Friedrichstr. 9, ✉ 4 bbox=[144, 367, 356, 382]
directory-entry: — O., Hauptlehrer, Gosslerstr. 63, ✉ 30 bbox=[144, 471, 387, 486]
directory-entry: Fagermann, C., Arbtr., Cremon 16, ✉ 8 bbox=[784, 654, 1025, 669]
